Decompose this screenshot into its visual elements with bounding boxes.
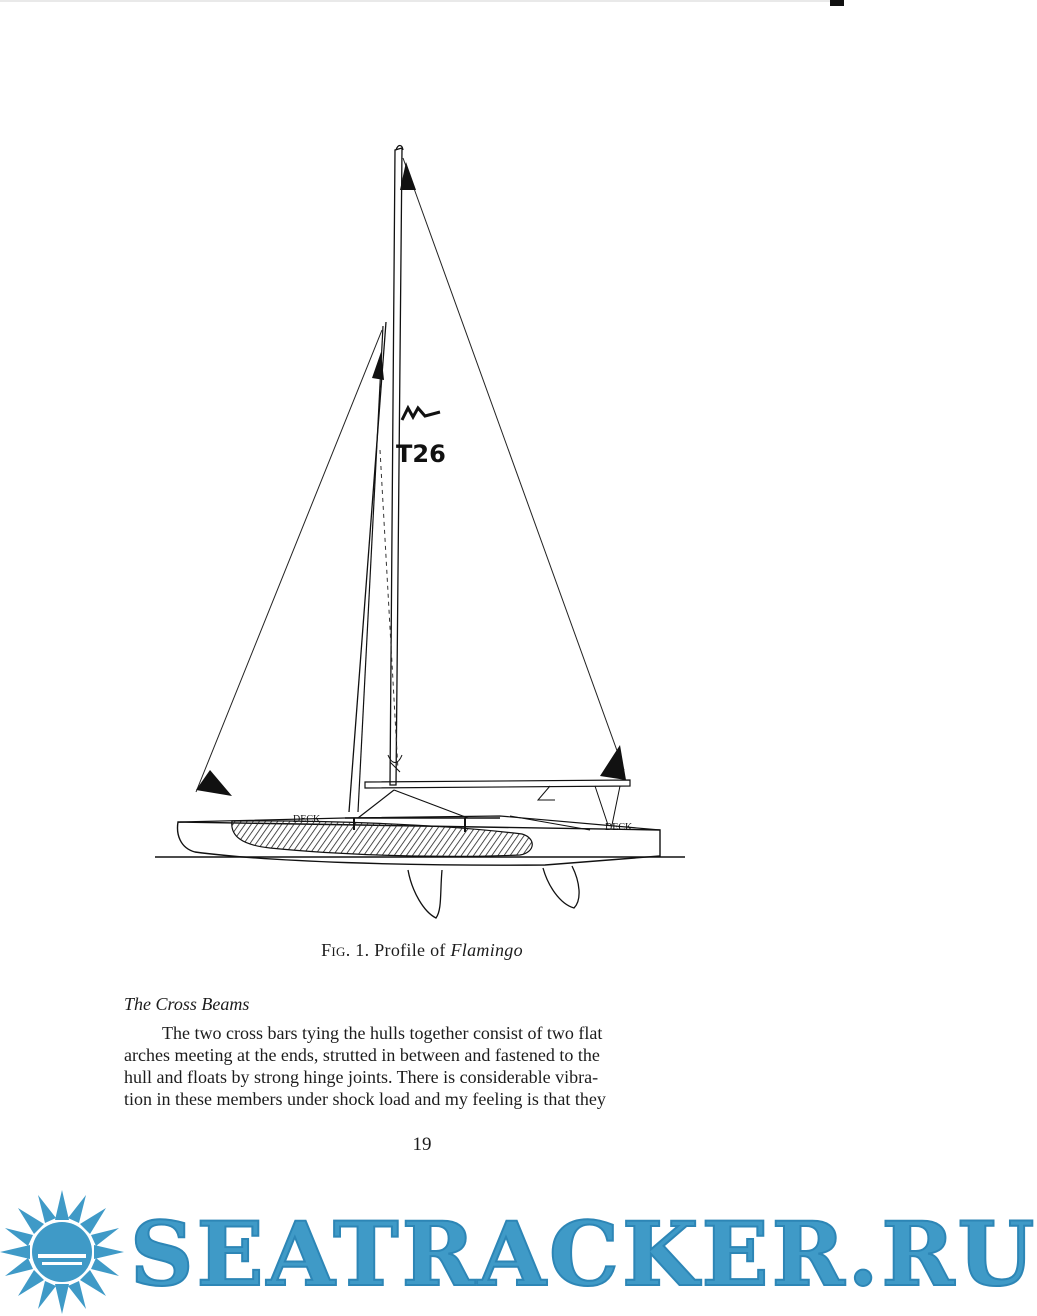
- float-hatched: [232, 821, 532, 856]
- corner-mark: [830, 0, 844, 6]
- centerboard: [408, 870, 442, 918]
- section-heading: The Cross Beams: [124, 994, 250, 1014]
- jib-stay: [349, 322, 386, 812]
- sail-insignia: [402, 408, 440, 420]
- jib-tack-triangle: [196, 770, 232, 796]
- paragraph-line: tion in these members under shock load and my feeling is that they: [124, 1089, 606, 1109]
- sun-icon: [0, 1190, 124, 1314]
- deck-label-left: DECK: [293, 814, 321, 825]
- paragraph-line: hull and floats by strong hinge joints. There is considerable vibra-: [124, 1067, 599, 1087]
- sail-number: T26: [396, 440, 446, 468]
- boom: [365, 780, 630, 788]
- boat-name: Flamingo: [450, 940, 523, 960]
- page-edge: [0, 0, 844, 2]
- main-clew-triangle: [600, 745, 626, 780]
- deck-label-right: DECK: [605, 822, 633, 833]
- sailboat-profile-drawing: [150, 140, 690, 930]
- body-paragraph: [124, 1022, 722, 1110]
- jib-leech: [196, 330, 382, 792]
- rudder: [543, 866, 579, 908]
- figure-caption: [0, 940, 844, 961]
- paragraph-line: arches meeting at the ends, strutted in between and fastened to the: [124, 1045, 600, 1065]
- caption-text: Profile of: [374, 940, 446, 960]
- paragraph-line: The two cross bars tying the hulls together consist of two flat: [162, 1023, 603, 1043]
- figure-label: Fig. 1.: [321, 940, 370, 960]
- page-number: 19: [412, 1134, 432, 1155]
- watermark-text: SEATRACKER.RU: [130, 1202, 1037, 1306]
- jib-head-triangle: [372, 352, 384, 380]
